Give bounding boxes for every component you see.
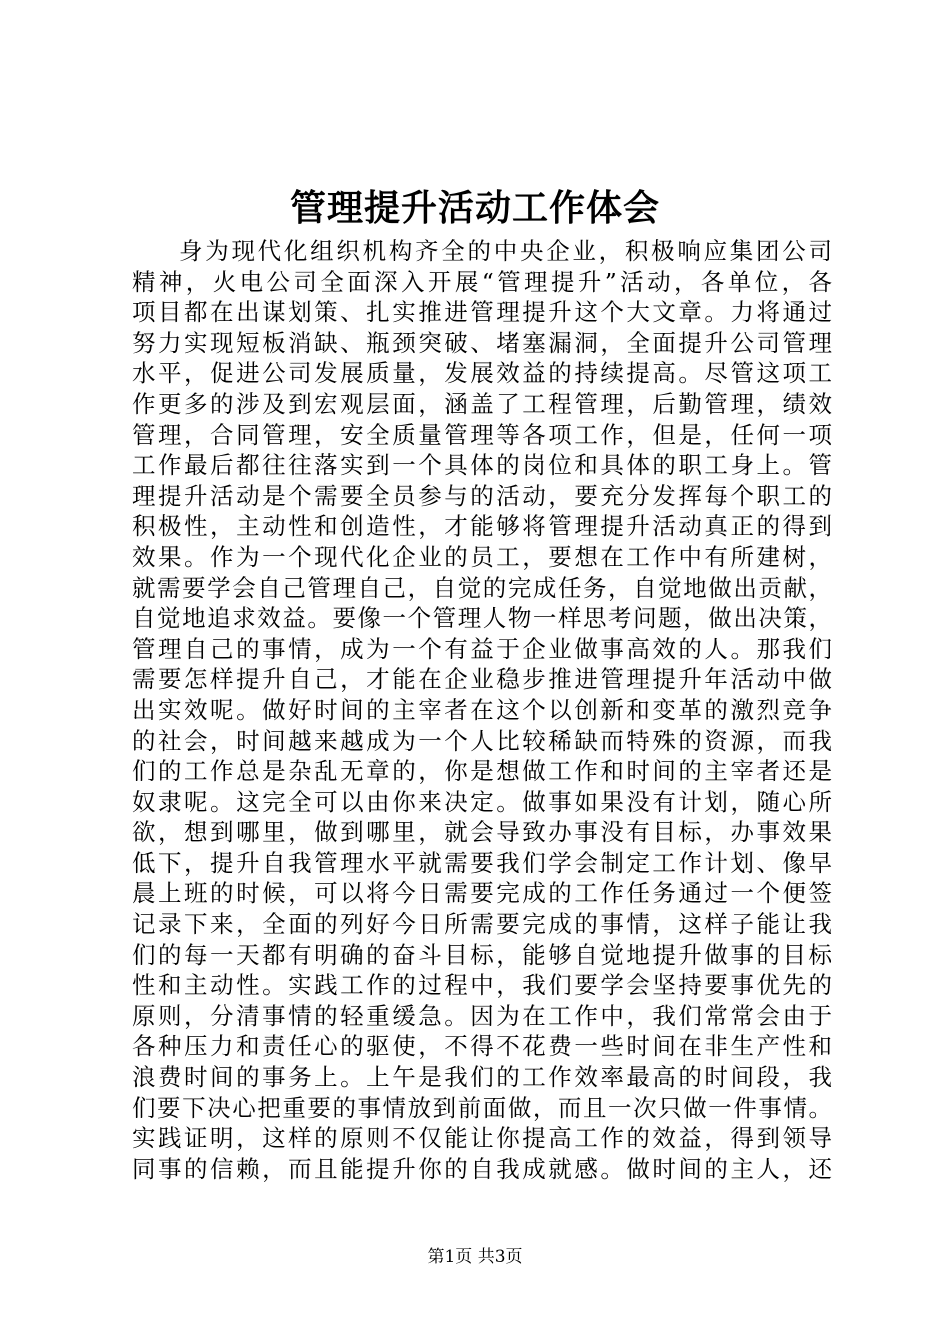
- text-line-1: 身为现代化组织机构齐全的中央企业，积极响应集团公司: [179, 237, 832, 265]
- text-line-8: 工作最后都往往落实到一个具体的岗位和具体的职工身上。管: [132, 451, 832, 480]
- text-line-20: 欲，想到哪里，做到哪里，就会导致办事没有目标，办事效果: [132, 818, 832, 847]
- text-line-13: 自觉地追求效益。要像一个管理人物一样思考问题，做出决策，: [132, 604, 832, 633]
- text-line-2: 精神，火电公司全面深入开展“管理提升”活动，各单位，各: [132, 267, 832, 296]
- text-line-11: 效果。作为一个现代化企业的员工，要想在工作中有所建树，: [132, 542, 832, 571]
- text-line-24: 们的每一天都有明确的奋斗目标，能够自觉地提升做事的目标: [132, 940, 832, 969]
- text-line-16: 出实效呢。做好时间的主宰者在这个以创新和变革的激烈竞争: [132, 695, 832, 724]
- text-line-10: 积极性，主动性和创造性，才能够将管理提升活动真正的得到: [132, 512, 832, 541]
- text-line-26: 原则，分清事情的轻重缓急。因为在工作中，我们常常会由于: [132, 1001, 832, 1030]
- text-line-17: 的社会，时间越来越成为一个人比较稀缺而特殊的资源，而我: [132, 726, 832, 755]
- text-line-21: 低下，提升自我管理水平就需要我们学会制定工作计划、像早: [132, 848, 832, 877]
- text-line-18: 们的工作总是杂乱无章的，你是想做工作和时间的主宰者还是: [132, 757, 832, 786]
- page-number-footer: 第1页 共3页: [427, 1247, 523, 1267]
- text-line-25: 性和主动性。实践工作的过程中，我们要学会坚持要事优先的: [132, 971, 832, 1000]
- text-line-27: 各种压力和责任心的驱使，不得不花费一些时间在非生产性和: [132, 1032, 832, 1061]
- text-line-9: 理提升活动是个需要全员参与的活动，要充分发挥每个职工的: [132, 481, 832, 510]
- text-line-30: 实践证明，这样的原则不仅能让你提高工作的效益，得到领导: [132, 1124, 832, 1153]
- text-line-22: 晨上班的时候，可以将今日需要完成的工作任务通过一个便签: [132, 879, 832, 908]
- text-line-6: 作更多的涉及到宏观层面，涵盖了工程管理，后勤管理，绩效: [132, 389, 832, 418]
- text-line-19: 奴隶呢。这完全可以由你来决定。做事如果没有计划，随心所: [132, 787, 832, 816]
- text-line-28: 浪费时间的事务上。上午是我们的工作效率最高的时间段，我: [132, 1063, 832, 1092]
- text-line-3: 项目都在出谋划策、扎实推进管理提升这个大文章。力将通过: [132, 298, 832, 327]
- text-line-14: 管理自己的事情，成为一个有益于企业做事高效的人。那我们: [132, 634, 832, 663]
- text-line-4: 努力实现短板消缺、瓶颈突破、堵塞漏洞，全面提升公司管理: [132, 328, 832, 357]
- text-line-7: 管理，合同管理，安全质量管理等各项工作，但是，任何一项: [132, 420, 832, 449]
- text-line-31: 同事的信赖，而且能提升你的自我成就感。做时间的主人，还: [132, 1154, 832, 1183]
- text-line-15: 需要怎样提升自己，才能在企业稳步推进管理提升年活动中做: [132, 665, 832, 694]
- body-paragraph: [132, 236, 832, 1184]
- text-line-12: 就需要学会自己管理自己，自觉的完成任务，自觉地做出贡献，: [132, 573, 832, 602]
- text-line-23: 记录下来，全面的列好今日所需要完成的事情，这样子能让我: [132, 910, 832, 939]
- text-line-5: 水平，促进公司发展质量，发展效益的持续提高。尽管这项工: [132, 359, 832, 388]
- document-title: 管理提升活动工作体会: [289, 187, 660, 229]
- text-line-29: 们要下决心把重要的事情放到前面做，而且一次只做一件事情。: [132, 1093, 832, 1122]
